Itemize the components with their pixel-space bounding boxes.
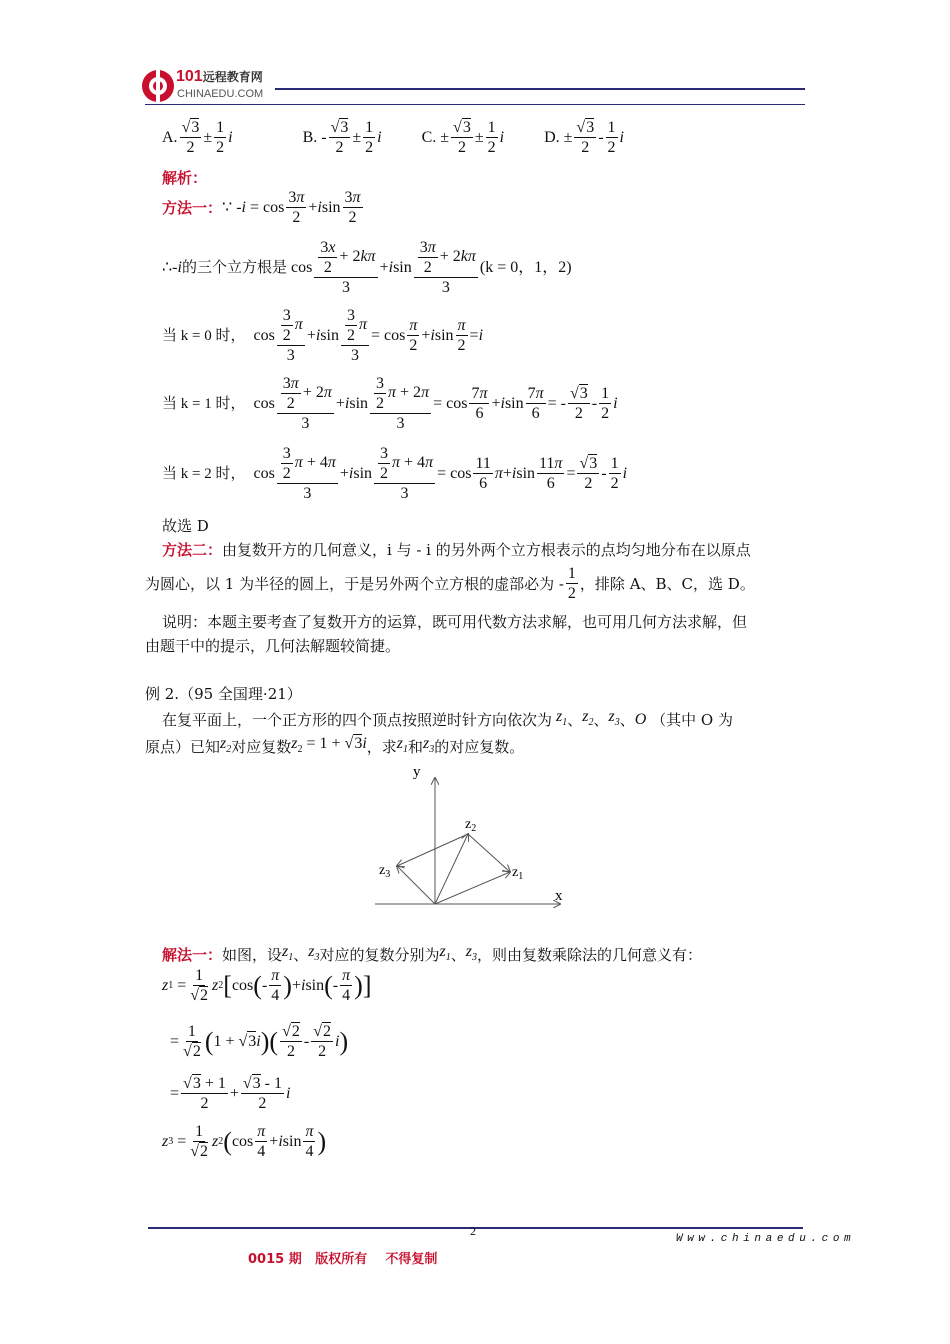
example-text2b: 对应复数 [231,738,292,757]
method2-label: 方法二： [162,541,223,559]
x-label: x [555,888,563,904]
example-text2e: 的对应复数。 [434,738,525,757]
z1-label: $z_1$ [512,865,524,882]
eq-z3: z 3 = $\frac{1}{√2}$ z 2 ( cos $\frac{\pi}{4}$ + i sin $\frac{\pi}{4}$ ) [162,1123,327,1160]
side-z2-z1 [468,834,510,872]
cube-root-line: ∴- i 的三个立方根是 cos $\frac{3x}{2}$ + 2kπ 3 + i sin $\frac{3\pi}{2}$ + 2kπ 3 (k = 0，1，2) [162,239,572,296]
example-text2a: 原点）已知 [145,738,221,757]
logo-number: 101 [176,68,203,85]
solution1-label: 解法一： [162,946,223,965]
logo-mark-icon [140,68,176,104]
solution1-text-b: 对应的复数分别为 [319,946,440,965]
k-range: (k = 0，1，2) [479,258,572,276]
solution1-text-c: ，则由复数乘除法的几何意义有： [477,946,703,965]
y-label: y [413,764,421,780]
solution1-text-a: 如图，设 [222,946,283,965]
header-rule-thin [145,104,805,105]
option-b-label: B. [302,128,318,146]
example-text1b: （其中 O 为 [651,711,733,730]
vector-z2 [435,834,468,904]
because-symbol: ∵ [222,198,233,216]
method2-text2a: 为圆心，以 1 为半径的圆上，于是另外两个立方根的虚部必为 - [145,574,564,593]
k2-line: 当 k = 2 时， cos $\frac{3}{2}$ π + 4π 3 + i sin $\frac{3}{2}$ π + 4π 3 = cos $\frac{11}{6}$ π + i sin $\frac{11\pi}{6}$ = $\frac{√3}{2}$ - $\frac{1}{2}$ i [162,445,628,502]
header-logo [140,66,280,106]
example-line1: 在复平面上，一个正方形的四个顶点按照逆时针方向依次为 $z_1$ 、 $z_2$ 、 $z_3$ 、 O （其中 O 为 [162,708,733,730]
example-text2d: 和 [408,738,424,757]
k1-line: 当 k = 1 时， cos $\frac{3\pi}{2}$ + 2π 3 + i sin $\frac{3}{2}$ π + 2π 3 = cos $\frac{7\pi}{6}$ + i sin $\frac{7\pi}{6}$ = - $\frac{√3}{2}$ - $\frac{1}{2}$ i [162,375,618,432]
solution1-line: 解法一： 如图，设 $z_1$ 、 $z_3$ 对应的复数分别为 $z_1$ 、 $z_3$ ，则由复数乘除法的几何意义有： [162,943,703,965]
z3-label: $z_3$ [379,863,391,880]
k1-label: 当 k = 1 时， [162,395,246,412]
example-text1a: 在复平面上，一个正方形的四个顶点按照逆时针方向依次为 [162,711,553,730]
example-text2c: ，求 [366,738,397,757]
choose-d: 故选 D [162,517,209,535]
method2-text2b: ，排除 A、B、C，选 D。 [579,574,755,593]
example-title: 例 2.（95 全国理·21） [145,685,302,703]
k2-label: 当 k = 2 时， [162,465,246,482]
therefore-text: 的三个立方根是 [181,259,287,276]
note-line1: 说明：本题主要考查了复数开方的运算，既可用代数方法求解，也可用几何方法求解，但 [162,613,748,631]
k0-line: 当 k = 0 时， cos $\frac{3}{2}$ π 3 + i sin $\frac{3}{2}$ π 3 = cos $\frac{\pi}{2}$ + i sin $\frac{\pi}{2}$ = i [162,307,484,364]
z2-label: $z_2$ [465,817,477,834]
logo-domain: CHINAEDU.COM [177,88,264,100]
logo-cn: 远程教育网 [202,70,263,84]
method1-label: 方法一： [162,198,223,217]
method2-line2: 为圆心，以 1 为半径的圆上，于是另外两个立方根的虚部必为 - $\frac{1}{2}$ ，排除 A、B、C，选 D。 [145,565,755,602]
option-a-label: A. [162,128,178,146]
method1-line: 方法一： ∵ - i = cos $\frac{3\pi}{2}$ + i sin $\frac{3\pi}{2}$ [162,189,361,226]
example-line2: 原点）已知 $z_2$ 对应复数 $z_2 = 1 + √3i$ ，求 $z_1$ 和 $z_3$ 的对应复数。 [145,735,525,757]
options-row: A. $\frac{√3}{2}$ ± $\frac{1}{2}$ i B. - $\frac{√3}{2}$ ± $\frac{1}{2}$ i C. ± $\frac{√3}{2}$ ± $\frac{1}{2}$ i D. ± $\frac{√3}{2}$ - $\frac{1}{2}$ i [162,119,624,156]
option-d-label: D. [544,128,560,146]
vector-z3 [397,866,435,904]
k0-label: 当 k = 0 时， [162,327,246,344]
footer-copyright: 0015 期 版权所有 不得复制 [248,1252,438,1267]
analysis-label: 解析： [162,169,208,187]
note-line2: 由题干中的提示，几何法解题较简捷。 [145,637,401,655]
side-z2-z3 [397,834,468,866]
vector-z1 [435,872,510,904]
method2-text1: 由复数开方的几何意义，i 与 - i 的另外两个立方根表示的点均匀地分布在以原点 [222,541,751,559]
complex-plane-diagram [355,758,595,918]
page-number: 2 [470,1224,476,1238]
eq-step2: = $\frac{1}{√2}$ ( 1 + √ 3 i ) ( $\frac{√2}{2}$ - $\frac{√2}{2}$ i ) [170,1023,349,1060]
header-rule [275,88,805,90]
footer-website: W w w . c h i n a e d u . c o m [676,1233,850,1245]
eq-z1: z 1 = $\frac{1}{√2}$ z 2 [ cos ( - $\frac{\pi}{4}$ ) + i sin ( - $\frac{\pi}{4}$ ) ] [162,967,372,1004]
option-c-label: C. [421,128,437,146]
eq-step3: = $\frac{√3 + 1}{2}$ + $\frac{√3 - 1}{2}$ i [170,1075,291,1112]
method2-line1 [162,540,751,560]
